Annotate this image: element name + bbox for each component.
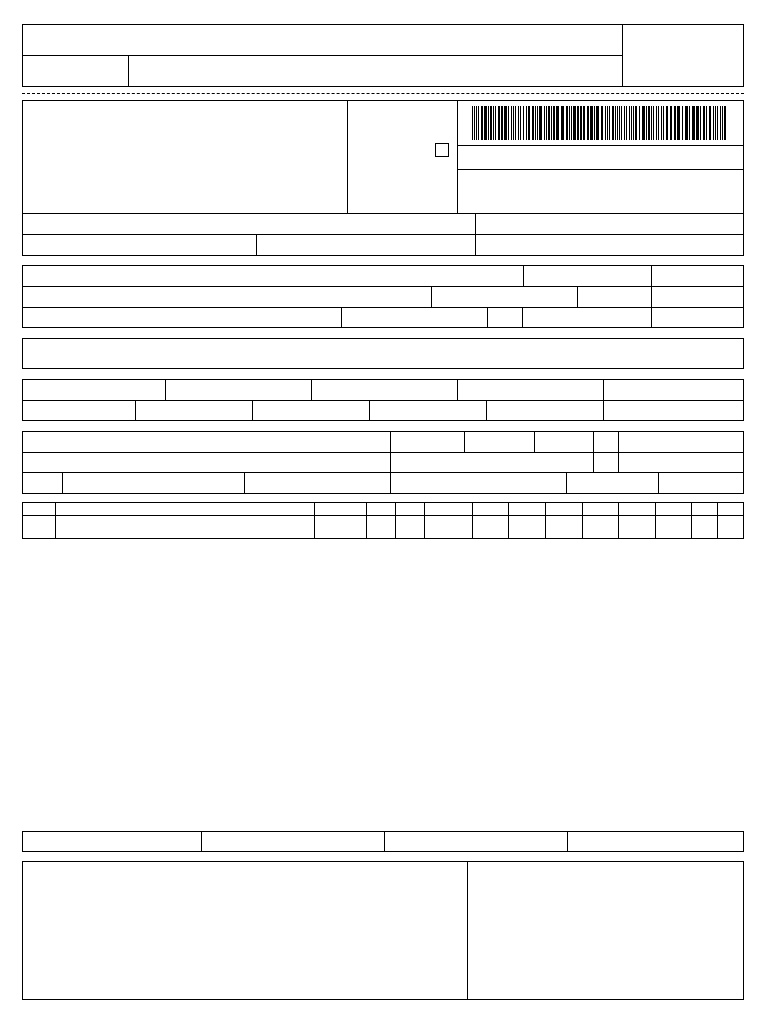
products-col-div bbox=[618, 502, 619, 539]
barcode-bar bbox=[629, 106, 630, 140]
products-col-div bbox=[314, 502, 315, 539]
barcode-bar bbox=[539, 106, 542, 140]
transport-r3-div-1 bbox=[62, 472, 63, 494]
barcode-bar bbox=[594, 106, 595, 140]
barcode-bar bbox=[635, 106, 637, 140]
barcode-bar bbox=[601, 106, 603, 140]
barcode-bar bbox=[685, 106, 688, 140]
barcode-bar bbox=[590, 106, 593, 140]
tax-div-4 bbox=[603, 379, 604, 421]
tax-r2-div-4 bbox=[486, 400, 487, 421]
barcode-bar bbox=[612, 106, 614, 140]
barcode-bar bbox=[535, 106, 536, 140]
barcode-bar bbox=[472, 106, 473, 140]
barcode-bar bbox=[561, 106, 564, 140]
barcode-bar bbox=[544, 106, 545, 140]
barcode-bar bbox=[648, 106, 650, 140]
state-registration-divider bbox=[256, 234, 257, 256]
barcode-bar bbox=[717, 106, 718, 140]
barcode-bar bbox=[537, 106, 538, 140]
barcode-bars bbox=[472, 106, 726, 140]
barcode-bar bbox=[580, 106, 582, 140]
invoice-block bbox=[22, 338, 744, 369]
barcode-bar bbox=[528, 106, 530, 140]
barcode-bar bbox=[571, 106, 572, 140]
recipient-date-divider bbox=[651, 265, 652, 328]
barcode-bar bbox=[587, 106, 589, 140]
transport-cnpj-divider bbox=[618, 431, 619, 472]
barcode-bar bbox=[476, 106, 477, 140]
cut-line bbox=[22, 93, 744, 94]
transport-main-divider bbox=[390, 431, 391, 494]
barcode-bar bbox=[706, 106, 707, 140]
issqn-div-2 bbox=[384, 831, 385, 852]
registration-line bbox=[22, 234, 744, 235]
barcode-bar bbox=[490, 106, 492, 140]
recipient-block bbox=[22, 265, 744, 328]
barcode-bar bbox=[651, 106, 652, 140]
barcode-bar bbox=[493, 106, 494, 140]
transport-uf-divider bbox=[593, 431, 594, 472]
products-col-div bbox=[55, 502, 56, 539]
transport-block bbox=[22, 431, 744, 494]
products-col-div bbox=[424, 502, 425, 539]
products-col-div bbox=[366, 502, 367, 539]
barcode-bar bbox=[642, 106, 645, 140]
barcode-bar bbox=[498, 106, 500, 140]
barcode-bar bbox=[715, 106, 716, 140]
barcode-bar bbox=[504, 106, 507, 140]
recipient-cep-divider bbox=[577, 286, 578, 307]
barcode-bar bbox=[607, 106, 608, 140]
issqn-block bbox=[22, 831, 744, 852]
barcode-bar bbox=[484, 106, 487, 140]
barcode-bar bbox=[624, 106, 625, 140]
barcode-bar bbox=[720, 106, 721, 140]
barcode-bar bbox=[520, 106, 521, 140]
receipt-number-box-divider bbox=[622, 24, 623, 87]
products-col-div bbox=[395, 502, 396, 539]
barcode-bar bbox=[515, 106, 516, 140]
barcode-bar bbox=[617, 106, 618, 140]
nature-operation-line bbox=[22, 213, 744, 214]
barcode-bar bbox=[551, 106, 552, 140]
barcode-bar bbox=[653, 106, 654, 140]
barcode-bar bbox=[656, 106, 657, 140]
barcode-bar bbox=[677, 106, 680, 140]
barcode-bar bbox=[495, 106, 496, 140]
tax-r1-div-2 bbox=[311, 379, 312, 400]
barcode-bar bbox=[619, 106, 620, 140]
barcode-bar bbox=[633, 106, 634, 140]
barcode-bar bbox=[692, 106, 695, 140]
products-col-div bbox=[508, 502, 509, 539]
barcode-bar bbox=[605, 106, 606, 140]
barcode-bar bbox=[666, 106, 668, 140]
barcode-bar bbox=[523, 106, 524, 140]
barcode-bar bbox=[713, 106, 714, 140]
barcode-bar bbox=[573, 106, 576, 140]
barcode-bar bbox=[569, 106, 570, 140]
barcode-bar bbox=[639, 106, 640, 140]
products-header-line bbox=[22, 515, 744, 516]
tax-r1-div-1 bbox=[165, 379, 166, 400]
reserved-area-divider bbox=[467, 861, 468, 1000]
transport-r3-div-4 bbox=[658, 472, 659, 494]
products-col-div bbox=[655, 502, 656, 539]
barcode-bar bbox=[703, 106, 705, 140]
barcode-bar bbox=[583, 106, 585, 140]
products-col-div bbox=[717, 502, 718, 539]
issqn-div-1 bbox=[201, 831, 202, 852]
barcode-bar bbox=[556, 106, 559, 140]
transport-r1-div-1 bbox=[464, 431, 465, 452]
barcode-bar bbox=[577, 106, 579, 140]
transport-row-1-line bbox=[22, 452, 744, 453]
barcode-bar bbox=[674, 106, 676, 140]
barcode-bar bbox=[508, 106, 509, 140]
products-col-div bbox=[472, 502, 473, 539]
barcode-bar bbox=[511, 106, 512, 140]
barcode-bar bbox=[696, 106, 699, 140]
tax-r2-div-3 bbox=[369, 400, 370, 421]
barcode-bar bbox=[518, 106, 519, 140]
receipt-date-field-divider bbox=[128, 55, 129, 87]
barcode-bar bbox=[474, 106, 475, 140]
barcode-bar bbox=[658, 106, 659, 140]
recipient-cnpj-divider bbox=[523, 265, 524, 286]
barcode-bar bbox=[553, 106, 555, 140]
barcode-bar bbox=[670, 106, 672, 140]
transport-r3-div-2 bbox=[244, 472, 245, 494]
barcode-bar bbox=[626, 106, 627, 140]
transport-r3-div-3 bbox=[566, 472, 567, 494]
barcode-bar bbox=[488, 106, 489, 140]
barcode-bar bbox=[661, 106, 662, 140]
products-col-div bbox=[545, 502, 546, 539]
recipient-district-divider bbox=[431, 286, 432, 307]
transport-r1-div-2 bbox=[534, 431, 535, 452]
issqn-div-3 bbox=[567, 831, 568, 852]
barcode-bar bbox=[481, 106, 483, 140]
barcode-bar bbox=[596, 106, 599, 140]
barcode-bar bbox=[609, 106, 610, 140]
barcode-bar bbox=[526, 106, 527, 140]
transport-row-2-line bbox=[22, 472, 744, 473]
barcode-bar bbox=[532, 106, 534, 140]
barcode-bottom-line bbox=[457, 145, 744, 146]
barcode-bar bbox=[709, 106, 711, 140]
recipient-row-1-line bbox=[22, 286, 744, 287]
barcode-bar bbox=[615, 106, 616, 140]
barcode-bar bbox=[682, 106, 683, 140]
barcode-bar bbox=[478, 106, 479, 140]
recipient-row-2-line bbox=[22, 307, 744, 308]
barcode-image bbox=[471, 106, 729, 140]
tax-r2-div-1 bbox=[135, 400, 136, 421]
barcode-bar bbox=[513, 106, 514, 140]
barcode-bar bbox=[548, 106, 550, 140]
products-col-div bbox=[691, 502, 692, 539]
barcode-bar bbox=[546, 106, 547, 140]
products-table bbox=[22, 502, 744, 539]
recipient-ie-divider bbox=[522, 307, 523, 328]
recipient-uf-divider bbox=[487, 307, 488, 328]
additional-info-block bbox=[22, 861, 744, 1000]
receipt-stub-divider bbox=[22, 55, 623, 56]
barcode-bar bbox=[724, 106, 726, 140]
issuer-logo-divider bbox=[347, 100, 348, 214]
tax-r1-div-3 bbox=[457, 379, 458, 400]
recipient-city-divider bbox=[341, 307, 342, 328]
barcode-bar bbox=[646, 106, 647, 140]
access-key-bottom-line bbox=[457, 169, 744, 170]
barcode-bar bbox=[700, 106, 701, 140]
tax-row-line bbox=[22, 400, 744, 401]
barcode-bar bbox=[663, 106, 664, 140]
barcode-bar bbox=[689, 106, 690, 140]
barcode-bar bbox=[501, 106, 503, 140]
danfe-title-divider bbox=[457, 100, 458, 214]
barcode-bar bbox=[722, 106, 723, 140]
tax-r2-div-2 bbox=[252, 400, 253, 421]
barcode-bar bbox=[566, 106, 568, 140]
barcode-bar bbox=[621, 106, 622, 140]
entry-exit-checkbox[interactable] bbox=[435, 143, 449, 157]
barcode-bar bbox=[631, 106, 632, 140]
products-col-div bbox=[582, 502, 583, 539]
